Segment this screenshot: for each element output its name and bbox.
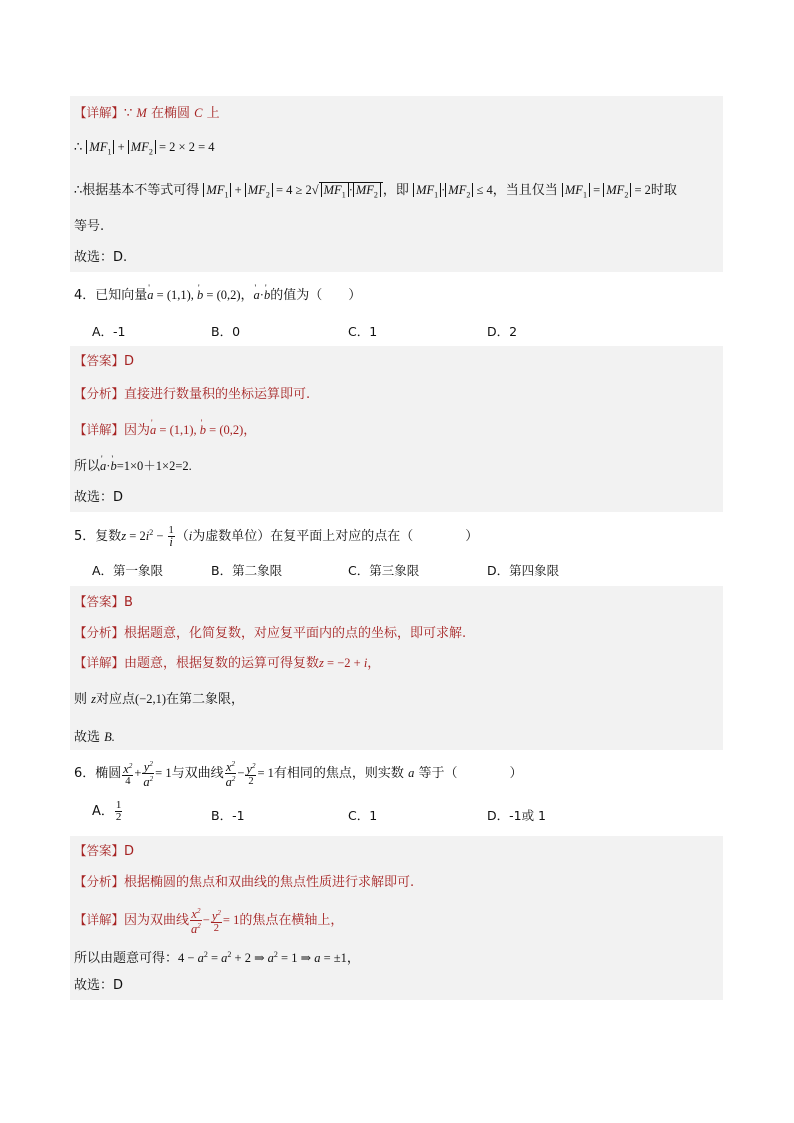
q5-analysis: 【分析】根据题意，化简复数，对应复平面内的点的坐标，即可求解. <box>74 625 467 641</box>
q4-answer: 【答案】D <box>74 353 135 369</box>
q4-line2: 所以' a·' b=1×0＋1×2=2. <box>74 457 192 476</box>
q4-option-c: C．1 <box>348 324 378 339</box>
q6-option-a: A． $\frac{1}{2}$ <box>92 799 122 823</box>
q4-stem: 4．已知向量' a = (1,1), ' b = (0,2)，' a·' b的值为（ ） <box>74 286 361 305</box>
q3-line4: 等号. <box>74 219 105 234</box>
q6-option-c: C．1 <box>348 808 378 823</box>
q4-option-a: A．-1 <box>92 324 126 339</box>
q3-detail-line: 【详解】∵ M 在椭圆 C 上 <box>74 105 220 121</box>
q6-detail: 【详解】因为双曲线 $\frac{x^2}{a^2}$ − $\frac{y^2}{2}$ = 1的焦点在横轴上， <box>74 907 344 937</box>
q6-answer: 【答案】D <box>74 843 135 859</box>
q6-line2: 所以由题意可得：$4 - a^2 = a^2 + 2$ ⇒ $a^2 = 1$ ⇒ a = ±1， <box>74 950 360 967</box>
q4-option-b: B．0 <box>211 324 241 339</box>
q5-choose: 故选 B. <box>74 730 115 745</box>
q3-choose: 故选：D. <box>74 250 128 265</box>
q5-option-d: D．第四象限 <box>487 563 560 578</box>
q6-analysis: 【分析】根据椭圆的焦点和双曲线的焦点性质进行求解即可. <box>74 874 415 890</box>
q4-option-d: D．2 <box>487 324 518 339</box>
detail-tag: 【详解】 <box>74 105 125 120</box>
q5-stem: 5．复数$z = 2i^2$ − $\frac{1}{i}$ （i为虚数单位）在复平面上对应的点在（ ） <box>74 525 479 550</box>
q5-option-b: B．第二象限 <box>211 563 283 578</box>
q5-detail: 【详解】由题意，根据复数的运算可得复数z = −2 + i， <box>74 655 381 671</box>
q6-choose: 故选：D <box>74 978 124 993</box>
q6-option-d: D．-1或 1 <box>487 808 547 823</box>
q3-line2: ∴ $MF_1 + MF_2 = 2 \times 2 = 4$ <box>74 140 215 157</box>
q6-option-b: B．-1 <box>211 808 245 823</box>
q4-detail: 【详解】因为' a = (1,1), ' b = (0,2)， <box>74 421 256 440</box>
q5-answer: 【答案】B <box>74 594 133 610</box>
q3-line3: ∴根据基本不等式可得 $MF_1 + MF_2 = 4 \ge 2√$ $MF_1 \cdot MF_2$ ，即 $MF_1 \cdot MF_2 \le 4$，当且仅当 $MF_1 = MF_2 = 2$时取 <box>74 183 677 200</box>
q5-option-a: A．第一象限 <box>92 563 164 578</box>
q5-line2: 则 z对应点(−2,1)在第二象限， <box>74 692 245 707</box>
q4-choose: 故选：D <box>74 490 124 505</box>
q4-analysis: 【分析】直接进行数量积的坐标运算即可. <box>74 386 311 402</box>
q5-option-c: C．第三象限 <box>348 563 420 578</box>
q6-stem: 6．椭圆 $\frac{x^2}{4}$ + $\frac{y^2}{a^2}$ = 1与双曲线 $\frac{x^2}{a^2}$ − $\frac{y^2}{2}$ = 1有相同的焦点，则实数 a 等于（ ） <box>74 760 523 790</box>
